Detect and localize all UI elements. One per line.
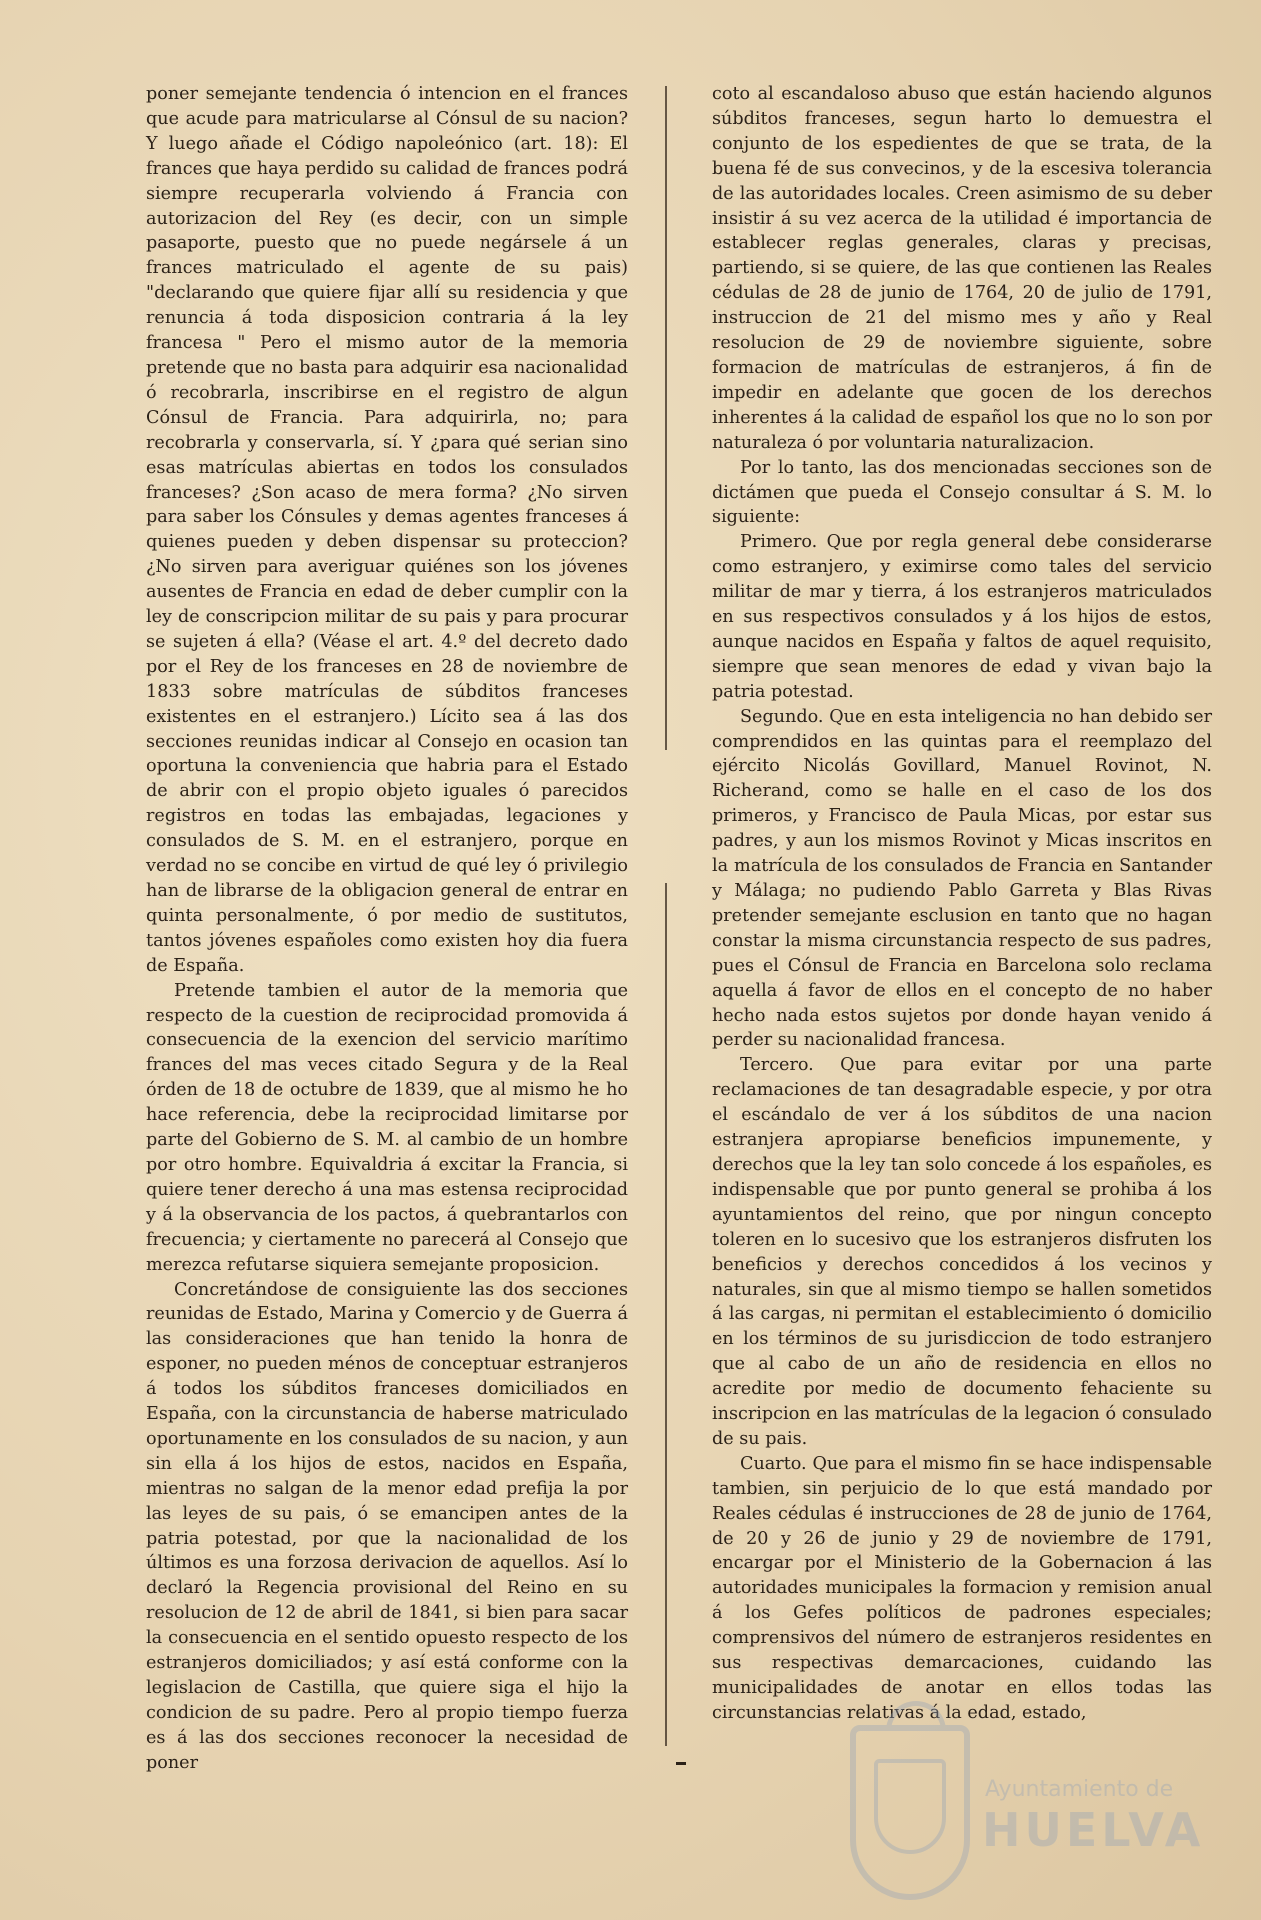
column-divider — [665, 86, 667, 1746]
page-mark — [676, 1762, 686, 1765]
left-text-column — [146, 82, 628, 1776]
right-paragraph-tercero: Tercero. Que para evitar por una parte reclamaciones de tan desagradable especie, y por otra el escándalo de ver á los súbditos de una nacion estranjera apropiarse beneficios impunemente, y derechos que la ley tan solo concede á los españoles, es indispensable que por punto general se prohiba á los ayuntamientos del reino, que por ningun concepto toleren en lo sucesivo que los estranjeros disfruten los beneficios y derechos concedidos á los vecinos y naturales, sin que al mismo tiempo se hallen sometidos á las cargas, ni permitan el establecimiento ó domicilio en los términos de su jurisdiccion de todo estranjero que al cabo de un año de residencia en ellos no acredite por medio de documento fehaciente su inscripcion en las matrículas de la legacion ó consulado de su pais. — [712, 1055, 1212, 1449]
watermark-title: HUELVA — [982, 1803, 1205, 1857]
right-paragraph-1: coto al escandaloso abuso que están haciendo algunos súbditos franceses, segun harto lo demuestra el conjunto de los espedientes de que se trata, de la buena fé de sus convecinos, y de la escesiva tolerancia de las autoridades locales. Creen asimismo de su deber insistir á su vez acerca de la utilidad é importancia de establecer reglas generales, claras y precisas, partiendo, si se quiere, de las que contienen las Reales cédulas de 28 de junio de 1764, 20 de julio de 1791, instruccion de 21 del mismo mes y año y Real resolucion de 29 de noviembre siguiente, sobre formacion de matrículas de estranjeros, á fin de impedir en adelante que gocen de los derechos inherentes á la calidad de español los que no lo son por naturaleza ó por voluntaria naturalizacion. — [712, 84, 1212, 453]
coat-of-arms-icon — [850, 1725, 970, 1900]
right-paragraph-primero: Primero. Que por regla general debe considerarse como estranjero, y eximirse como tales del servicio militar de mar y tierra, á los estranjeros matriculados en sus respectivos consulados y á los hijos de estos, aunque nacidos en España y faltos de aquel requisito, siempre que sean menores de edad y vivan bajo la patria potestad. — [712, 532, 1212, 702]
right-paragraph-segundo: Segundo. Que en esta inteligencia no han debido ser comprendidos en las quintas para el reemplazo del ejército Nicolás Govillard, Manuel Rovinot, N. Richerand, como se halle en el caso de los dos primeros, y Francisco de Paula Micas, por estar sus padres, y aun los mismos Rovinot y Micas inscritos en la matrícula de los consulados de Francia en Santander y Málaga; no pudiendo Pablo Garreta y Blas Rivas pretender semejante esclusion en tanto que no hagan constar la misma circunstancia respecto de sus padres, pues el Cónsul de Francia en Barcelona solo reclama aquella á favor de ellos en el concepto de no haber hecho nada estos sujetos por donde hayan venido á perder su nacionalidad francesa. — [712, 706, 1212, 1051]
watermark-subtitle: Ayuntamiento de — [985, 1777, 1174, 1802]
right-paragraph-2: Por lo tanto, las dos mencionadas secciones son de dictámen que pueda el Consejo consultar á S. M. lo siguiente: — [712, 457, 1212, 528]
left-paragraph-3: Concretándose de consiguiente las dos secciones reunidas de Estado, Marina y Comercio y de Guerra á las consideraciones que han tenido la honra de esponer, no pueden ménos de conceptuar estranjeros á todos los súbditos franceses domiciliados en España, con la circunstancia de haberse matriculado oportunamente en los consulados de su nacion, y aun sin ella á los hijos de estos, nacidos en España, mientras no salgan de la menor edad prefija la por las leyes de su pais, ó se emancipen antes de la patria potestad, por que la nacionalidad de los últimos es una forzosa derivacion de aquellos. Así lo declaró la Regencia provisional del Reino en su resolucion de 12 de abril de 1841, si bien para sacar la consecuencia en el sentido opuesto respecto de los estranjeros domiciliados; y así está conforme con la legislacion de Castilla, que quiere siga el hijo la condicion de su padre. Pero al propio tiempo fuerza es á las dos secciones reconocer la necesidad de poner — [146, 1279, 628, 1773]
left-paragraph-2: Pretende tambien el autor de la memoria que respecto de la cuestion de reciprocidad promovida á consecuencia de la exencion del servicio marítimo frances del mas veces citado Segura y de la Real órden de 18 de octubre de 1839, que al mismo he ho hace referencia, debe la reciprocidad limitarse por parte del Gobierno de S. M. al cambio de un hombre por otro hombre. Equivaldria á excitar la Francia, si quiere tener derecho á una mas estensa reciprocidad y á la observancia de los pactos, á quebrantarlos con frecuencia; y ciertamente no parecerá al Consejo que merezca refutarse siquiera semejante proposicion. — [146, 980, 628, 1275]
ayuntamiento-huelva-watermark — [850, 1725, 1205, 1905]
right-text-column — [712, 82, 1212, 1726]
right-paragraph-cuarto: Cuarto. Que para el mismo fin se hace indispensable tambien, sin perjuicio de lo que está mandado por Reales cédulas é instrucciones de 28 de junio de 1764, de 20 y 26 de junio y 29 de noviembre de 1791, encargar por el Ministerio de la Gobernacion á las autoridades municipales la formacion y remision anual á los Gefes políticos de padrones especiales; comprensivos del número de estranjeros residentes en sus respectivas demarcaciones, cuidando las municipalidades de anotar en ellos todas las circunstancias relativas á la edad, estado, — [712, 1453, 1212, 1723]
left-paragraph-1: poner semejante tendencia ó intencion en el frances que acude para matricularse al Cónsul de su nacion? Y luego añade el Código napoleónico (art. 18): El frances que haya perdido su calidad de frances podrá siempre recuperarla volviendo á Francia con autorizacion del Rey (es decir, con un simple pasaporte, puesto que no puede negársele á un frances matriculado el agente de su pais) "declarando que quiere fijar allí su residencia y que renuncia á toda disposicion contraria á la ley francesa " Pero el mismo autor de la memoria pretende que no basta para adquirir esa nacionalidad ó recobrarla, inscribirse en el registro de algun Cónsul de Francia. Para adquirirla, no; para recobrarla y conservarla, sí. Y ¿para qué serian sino esas matrículas abiertas en todos los consulados franceses? ¿Son acaso de mera forma? ¿No sirven para saber los Cónsules y demas agentes franceses á quienes pueden y deben dispensar su proteccion? ¿No sirven para averiguar quiénes son los jóvenes ausentes de Francia en edad de deber cumplir con la ley de conscripcion militar de su pais y para procurar se sujeten á ella? (Véase el art. 4.º del decreto dado por el Rey de los franceses en 28 de noviembre de 1833 sobre matrículas de súbditos franceses existentes en el estranjero.) Lícito sea á las dos secciones reunidas indicar al Consejo en ocasion tan oportuna la conveniencia que habria para el Estado de abrir con el propio objeto iguales ó parecidos registros en todas las embajadas, legaciones y consulados de S. M. en el estranjero, porque en verdad no se concibe en virtud de qué ley ó privilegio han de librarse de la obligacion general de entrar en quinta personalmente, ó por medio de sustitutos, tantos jóvenes españoles como existen hoy dia fuera de España. — [146, 84, 628, 976]
